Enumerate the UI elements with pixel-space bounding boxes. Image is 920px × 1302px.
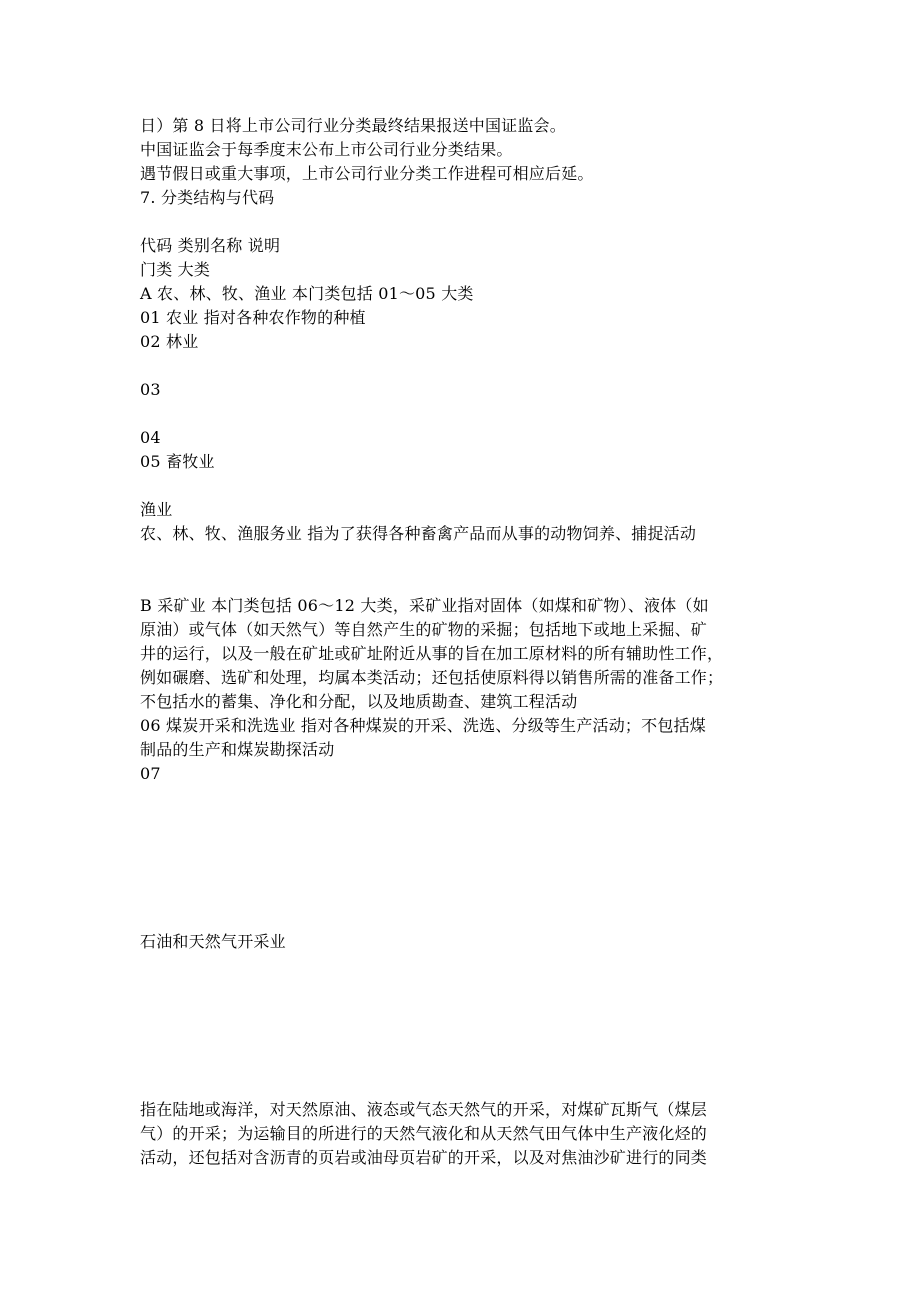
category-row-05: 05 畜牧业 xyxy=(140,452,215,471)
category-row-06-line1: 06 煤炭开采和洗选业 指对各种煤炭的开采、洗选、分级等生产活动；不包括煤 xyxy=(140,716,706,735)
text-line-holiday-delay: 遇节假日或重大事项，上市公司行业分类工作进程可相应后延。 xyxy=(140,164,594,183)
category-name-oil-gas: 石油和天然气开采业 xyxy=(140,932,286,951)
category-row-03: 03 xyxy=(140,380,161,399)
table-header-subcolumns: 门类 大类 xyxy=(140,260,211,279)
text-line-report-deadline: 日）第 8 日将上市公司行业分类最终结果报送中国证监会。 xyxy=(140,116,566,135)
oil-gas-desc-line2: 气）的开采；为运输目的所进行的天然气液化和从天然气田气体中生产液化烃的 xyxy=(140,1124,708,1143)
oil-gas-desc-line1: 指在陆地或海洋，对天然原油、液态或气态天然气的开采，对煤矿瓦斯气（煤层 xyxy=(140,1100,708,1119)
table-header-columns: 代码 类别名称 说明 xyxy=(140,236,281,255)
category-name-agri-service: 农、林、牧、渔服务业 指为了获得各种畜禽产品而从事的动物饲养、捕捉活动 xyxy=(140,524,697,543)
category-row-b-line3: 井的运行，以及一般在矿址或矿址附近从事的旨在加工原材料的所有辅助性工作， xyxy=(140,644,724,663)
oil-gas-desc-line3: 活动，还包括对含沥青的页岩或油母页岩矿的开采，以及对焦油沙矿进行的同类 xyxy=(140,1148,708,1167)
category-row-a: A 农、林、牧、渔业 本门类包括 01～05 大类 xyxy=(140,284,474,303)
category-name-fishery: 渔业 xyxy=(140,500,173,519)
category-row-04: 04 xyxy=(140,428,161,447)
category-row-06-line2: 制品的生产和煤炭勘探活动 xyxy=(140,740,335,759)
category-row-b-line4: 例如碾磨、选矿和处理，均属本类活动；还包括使原料得以销售所需的准备工作； xyxy=(140,668,724,687)
category-row-b-line2: 原油）或气体（如天然气）等自然产生的矿物的采掘；包括地下或地上采掘、矿 xyxy=(140,620,708,639)
category-row-07: 07 xyxy=(140,764,161,783)
category-row-02: 02 林业 xyxy=(140,332,199,351)
section-heading-structure-codes: 7. 分类结构与代码 xyxy=(140,188,275,207)
category-row-01: 01 农业 指对各种农作物的种植 xyxy=(140,308,366,327)
category-row-b-line1: B 采矿业 本门类包括 06～12 大类，采矿业指对固体（如煤和矿物）、液体（如 xyxy=(140,596,709,615)
text-line-csrc-publish: 中国证监会于每季度末公布上市公司行业分类结果。 xyxy=(140,140,513,159)
category-row-b-line5: 不包括水的蓄集、净化和分配，以及地质勘查、建筑工程活动 xyxy=(140,692,578,711)
